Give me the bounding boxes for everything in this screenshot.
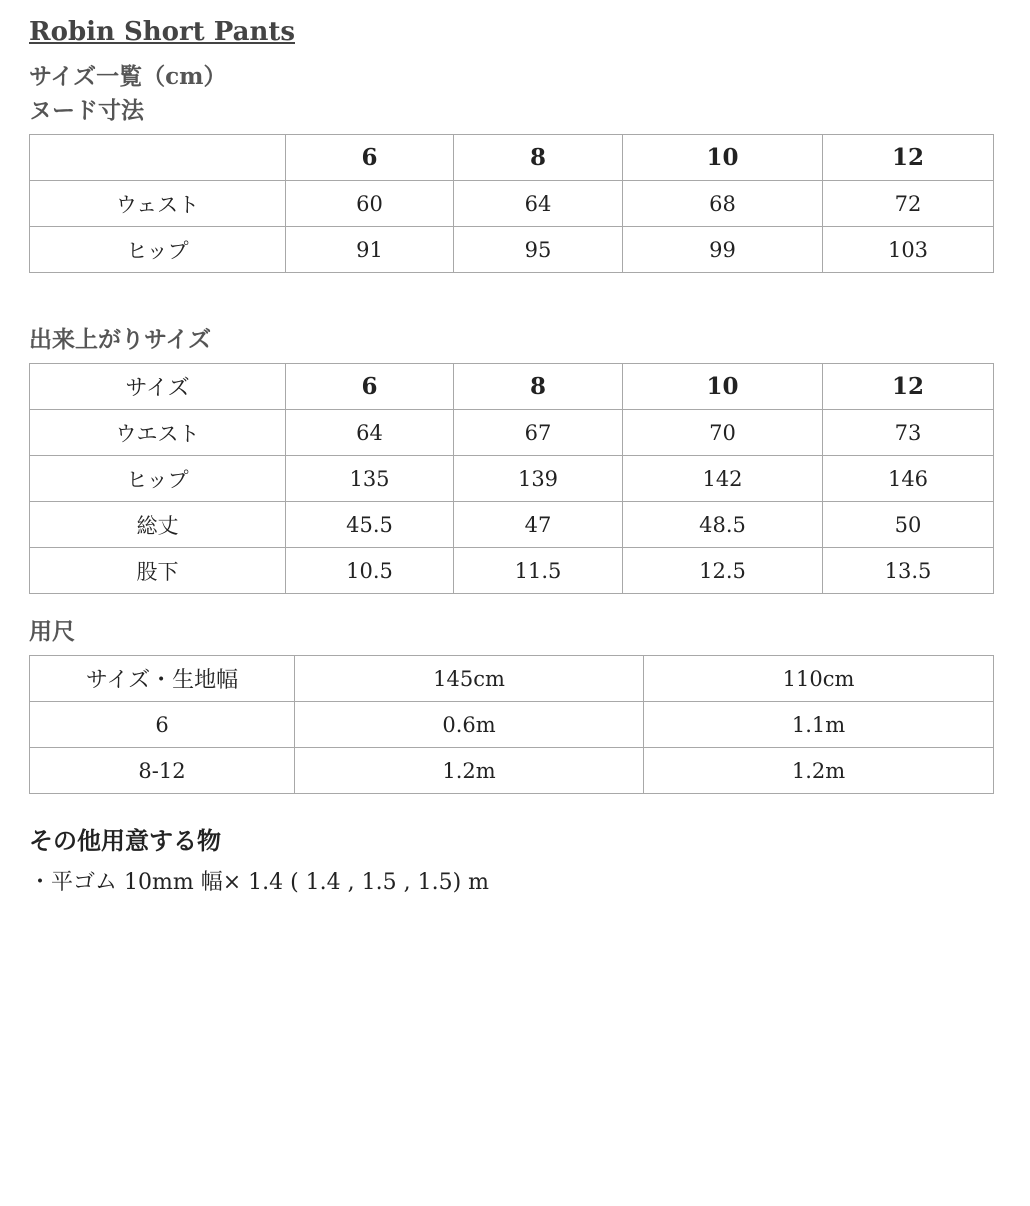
table-cell: 91 (286, 227, 454, 273)
yardage-table (29, 655, 994, 794)
row-label: ヒップ (30, 456, 286, 502)
header-cell: 12 (823, 364, 994, 410)
table-cell: 73 (823, 410, 994, 456)
table-cell: 13.5 (823, 548, 994, 594)
table-cell: 135 (286, 456, 454, 502)
row-label: 8-12 (30, 748, 295, 794)
row-label: ヒップ (30, 227, 286, 273)
table-cell: 47 (454, 502, 623, 548)
table-cell: 99 (623, 227, 823, 273)
table-header-row (30, 135, 994, 181)
row-label: 股下 (30, 548, 286, 594)
table-cell: 1.2m (644, 748, 994, 794)
header-cell: 10 (623, 135, 823, 181)
table-cell: 64 (454, 181, 623, 227)
table-cell: 72 (823, 181, 994, 227)
row-label: ウェスト (30, 181, 286, 227)
table-header-row (30, 364, 994, 410)
finished-size-heading: 出来上がりサイズ (29, 326, 212, 353)
table-row (30, 410, 994, 456)
table-row (30, 702, 994, 748)
table-row (30, 456, 994, 502)
table-cell: 103 (823, 227, 994, 273)
page-title: Robin Short Pants (29, 17, 295, 47)
table-cell: 1.2m (295, 748, 644, 794)
header-cell: サイズ (30, 364, 286, 410)
size-list-heading: サイズ一覧（cm） (29, 63, 227, 90)
table-cell: 45.5 (286, 502, 454, 548)
table-cell: 64 (286, 410, 454, 456)
table-row (30, 227, 994, 273)
header-cell: 10 (623, 364, 823, 410)
table-row (30, 748, 994, 794)
table-cell: 142 (623, 456, 823, 502)
finished-size-table (29, 363, 994, 594)
table-cell: 95 (454, 227, 623, 273)
table-cell: 11.5 (454, 548, 623, 594)
yardage-heading: 用尺 (29, 618, 75, 645)
nude-measurements-heading: ヌード寸法 (29, 97, 144, 124)
row-label: 総丈 (30, 502, 286, 548)
table-header-row (30, 656, 994, 702)
nude-measurements-table (29, 134, 994, 273)
header-cell: 8 (454, 135, 623, 181)
table-row (30, 548, 994, 594)
table-cell: 146 (823, 456, 994, 502)
table-cell: 0.6m (295, 702, 644, 748)
header-cell: 6 (286, 364, 454, 410)
table-cell: 10.5 (286, 548, 454, 594)
table-cell: 67 (454, 410, 623, 456)
table-row (30, 181, 994, 227)
table-cell: 48.5 (623, 502, 823, 548)
table-cell: 70 (623, 410, 823, 456)
header-cell (30, 135, 286, 181)
table-cell: 68 (623, 181, 823, 227)
row-label: 6 (30, 702, 295, 748)
table-row (30, 502, 994, 548)
header-cell: 6 (286, 135, 454, 181)
header-cell: サイズ・生地幅 (30, 656, 295, 702)
list-item: ・平ゴム 10mm 幅× 1.4 ( 1.4 , 1.5 , 1.5) m (29, 870, 490, 895)
header-cell: 110cm (644, 656, 994, 702)
other-materials-heading: その他用意する物 (29, 826, 221, 855)
header-cell: 8 (454, 364, 623, 410)
row-label: ウエスト (30, 410, 286, 456)
table-cell: 12.5 (623, 548, 823, 594)
header-cell: 145cm (295, 656, 644, 702)
header-cell: 12 (823, 135, 994, 181)
table-cell: 60 (286, 181, 454, 227)
table-cell: 139 (454, 456, 623, 502)
table-cell: 1.1m (644, 702, 994, 748)
table-cell: 50 (823, 502, 994, 548)
